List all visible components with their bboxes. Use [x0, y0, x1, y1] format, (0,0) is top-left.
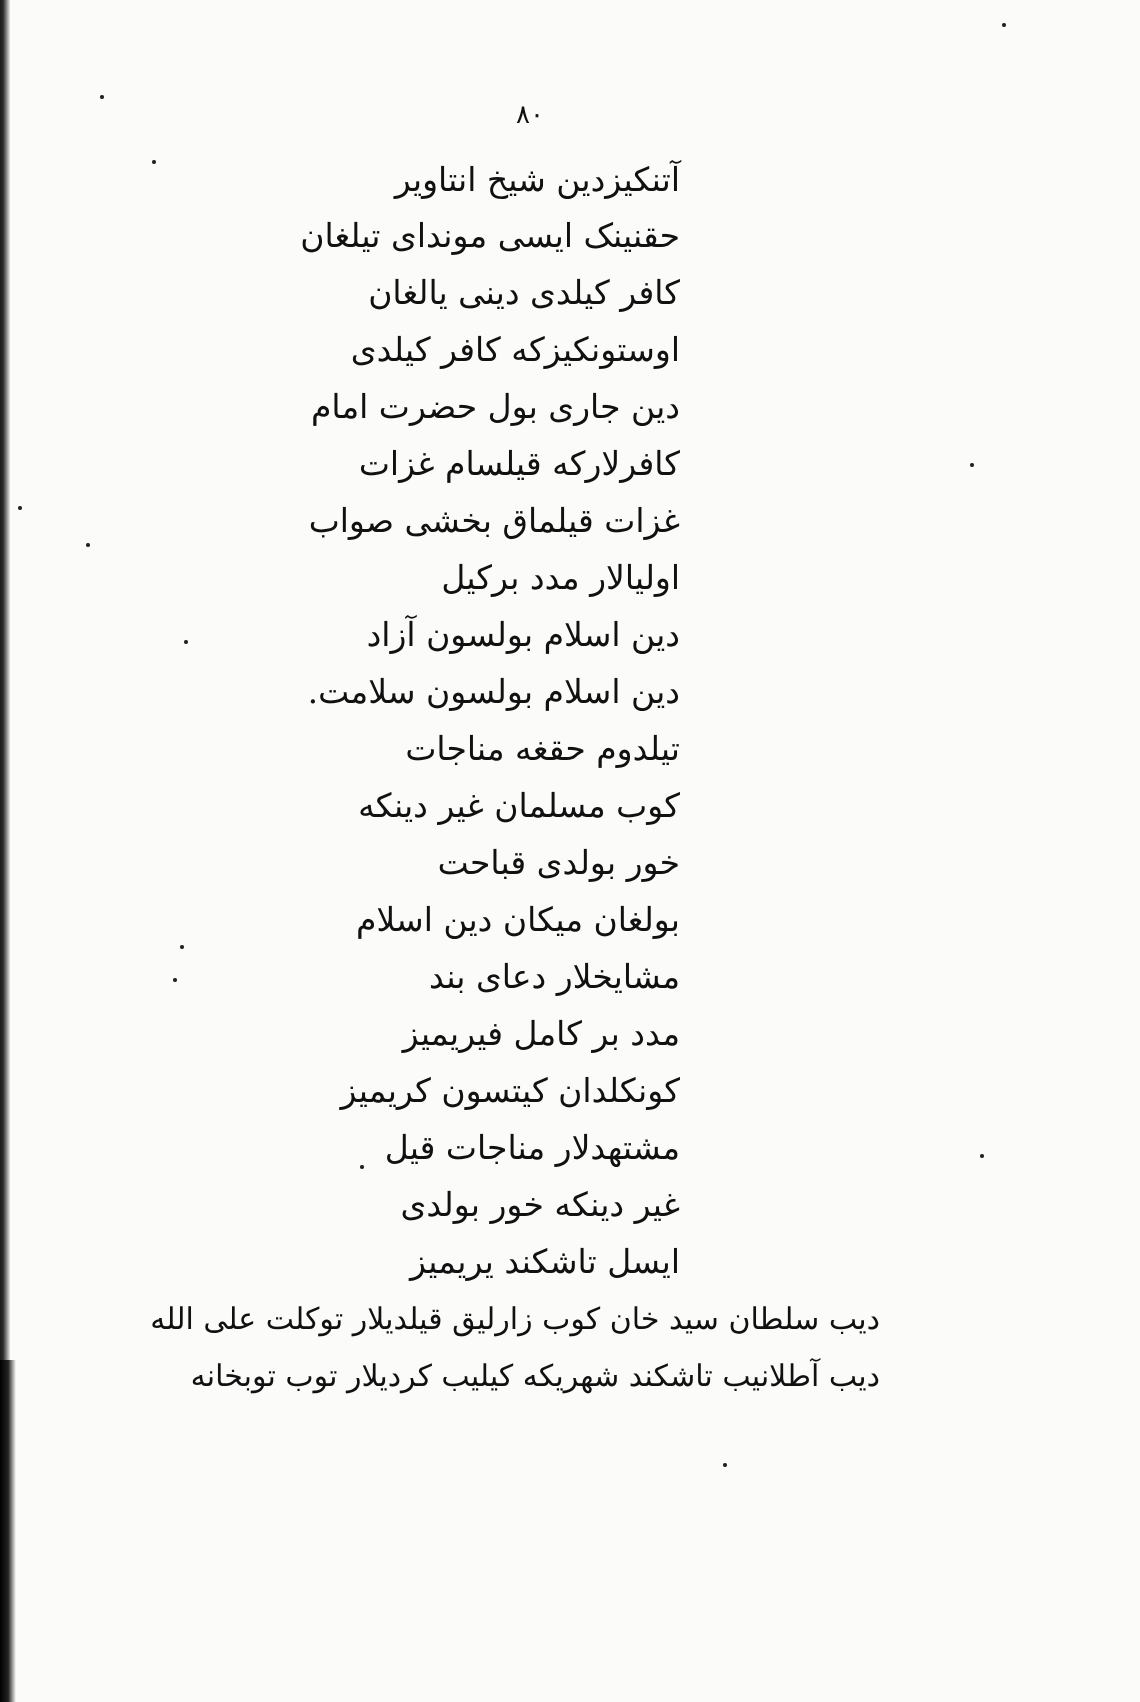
- page-number: ۸۰: [516, 100, 544, 130]
- scan-speck: [86, 543, 90, 547]
- verse-line: مدد بر کامل فیریمیز: [402, 1014, 680, 1053]
- scan-speck: [100, 95, 104, 99]
- verse-line: غزات قیلماق بخشی صواب: [308, 501, 680, 540]
- scan-speck: [970, 463, 974, 467]
- verse-line: اولیالار مدد برکیل: [441, 558, 680, 597]
- verse-line: دین جاری بول حضرت امام: [310, 387, 680, 426]
- verse-line: مشایخلار دعای بند: [429, 957, 680, 996]
- scan-speck: [723, 1463, 727, 1467]
- verse-line: کافر کیلدی دینی یالغان: [368, 273, 680, 312]
- prose-line: دیب سلطان سید خان کوب زارلیق قیلدیلار توکلت علی الله: [150, 1302, 880, 1337]
- prose-line: دیب آطلانیب تاشکند شهریکه کیلیب کردیلار توب توبخانه: [190, 1359, 880, 1394]
- verse-line: حقنینک ایسی موندای تیلغان: [300, 216, 680, 255]
- verse-line: اوستونکیزکه کافر کیلدی: [350, 330, 680, 369]
- scan-speck: [180, 945, 184, 949]
- scan-speck: [1002, 23, 1006, 27]
- scan-speck: [18, 506, 22, 510]
- binding-shadow: [0, 1360, 16, 1702]
- verse-line: خور بولدی قباحت: [437, 843, 680, 882]
- verse-line: دین اسلام بولسون آزاد: [366, 615, 680, 654]
- verse-line: آتنکیزدین شیخ انتاویر: [394, 160, 680, 199]
- verse-line: کونکلدان کیتسون کریمیز: [340, 1071, 680, 1110]
- verse-line: مشتهدلار مناجات قیل: [384, 1128, 680, 1167]
- verse-line: دین اسلام بولسون سلامت.: [307, 672, 680, 711]
- verse-line: کوب مسلمان غیر دینکه: [358, 786, 680, 825]
- scan-speck: [360, 1165, 364, 1169]
- verse-line: ایسل تاشکند یریمیز: [410, 1242, 680, 1281]
- scan-speck: [184, 640, 188, 644]
- scan-speck: [173, 978, 177, 982]
- scan-speck: [152, 160, 156, 164]
- verse-line: بولغان میکان دین اسلام: [355, 900, 680, 939]
- verse-line: تیلدوم حقغه مناجات: [405, 729, 680, 768]
- scan-speck: [980, 1154, 984, 1158]
- verse-line: غیر دینکه خور بولدی: [400, 1185, 680, 1224]
- verse-line: کافرلارکه قیلسام غزات: [358, 444, 680, 483]
